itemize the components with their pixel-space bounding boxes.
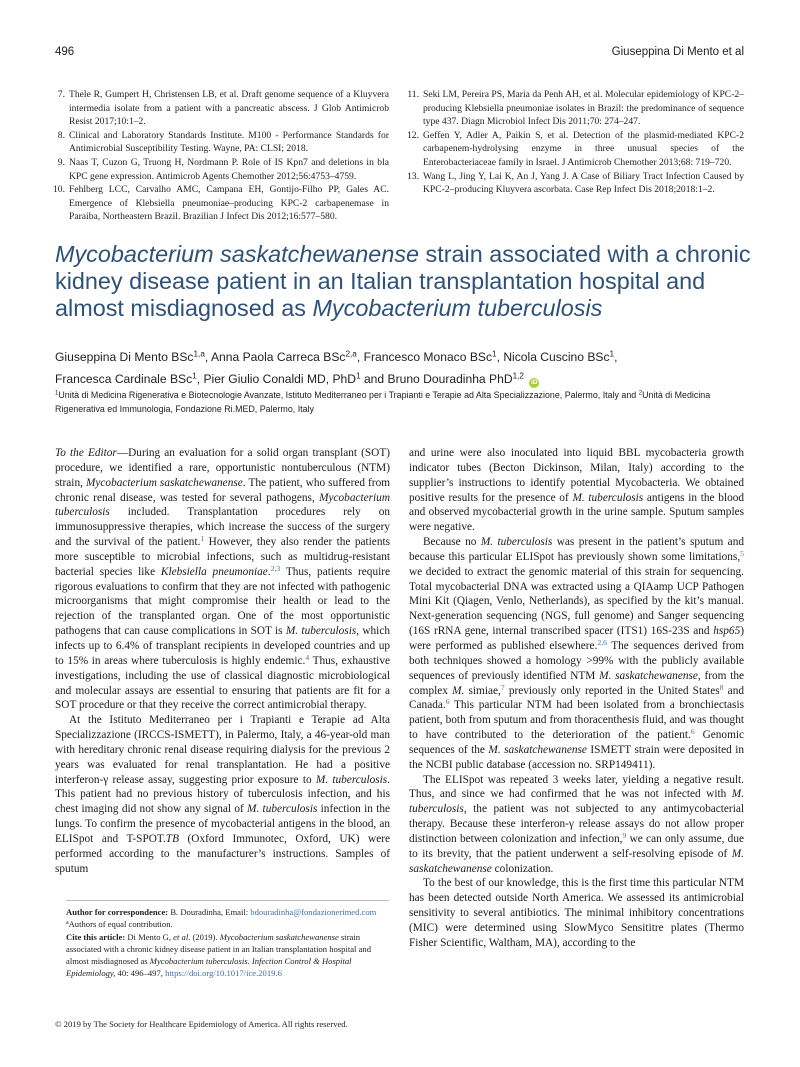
article-title: Mycobacterium saskatchewanense strain associated with a chronic kidney disease patient in an Italian transplantation hospital and almost misdiagnosed as Mycobacterium tuberculosis xyxy=(55,241,751,321)
orcid-icon[interactable]: iD xyxy=(531,379,538,386)
author-list: Giuseppina Di Mento BSc$^{1,a}$, Anna Paola Carreca BSc$^{2,a}$, Francesco Monaco BSc$^1$, Nicola Cuscino BSc$^1$, Francesca Cardinale BSc$^1$, Pier Giulio Conaldi MD, PhD$^1$ and Bruno Douradinha PhD$^{1,2}$ iD xyxy=(55,349,618,386)
citation-link[interactable]: 8 xyxy=(719,682,724,692)
page-number: 496 xyxy=(55,46,75,58)
citation-link[interactable]: 1 xyxy=(200,533,205,543)
citation-link[interactable]: 5 xyxy=(740,548,744,558)
citation-link[interactable]: 2,6 xyxy=(597,637,607,647)
author: Giuseppina Di Mento BSc xyxy=(55,350,194,364)
body-column-left xyxy=(55,446,390,876)
paragraph: At the Istituto Mediterraneo per i Trapianti e Terapie ad Alta Specializzazione (IRCCS-ISMETT), in Palermo, Italy, a 46-year-old man with hereditary chronic renal disease requiring dialysis for the previous 2 years was evaluated for renal transplantation. He had a positive interferon-γ release assay, suggesting prior exposure to M. tuberculosis. This patient had no previous history of tuberculosis infection, and his chest imaging did not show any signal of M. tuberculosis infection in the lungs. To confirm the presence of mycobacterial antigens in the blood, an ELISpot and T-SPOT.TB (Oxford Immunotec, Oxford, UK) were performed according to the manufacturer’s instructions. Samples of sputum xyxy=(55,714,391,875)
email-link[interactable]: bdouradinha@fondazionerimed.com xyxy=(250,907,377,917)
author: Francesco Monaco BSc xyxy=(363,350,492,364)
footnotes xyxy=(66,906,389,980)
author: Bruno Douradinha PhD xyxy=(387,372,513,386)
paragraph: To the Editor—During an evaluation for a solid organ transplant (SOT) procedure, we identified a rare, opportunistic nontuberculous (NTM) strain, Mycobacterium saskatchewanense. The patient, who suffered from chronic renal disease, was tested for several pathogens, Mycobacterium tuberculosis included. Transplantation procedures rely on immunosuppressive therapies, which increase the success of the surgery and the survival of the patient.$^1$ However, they also render the patients more susceptible to microbial infections, such as multidrug-resistant bacterial species like Klebsiella pneumoniae.$^{2,3}$ Thus, patients require rigorous evaluations to confirm that they are not infected with pathogenic microorganisms that might compromise their health or lead to the rejection of the transplanted organ. One of the most opportunistic pathogens that can cause complications in SOT is M. tuberculosis, which infects up to 6.4% of transplant recipients in developed countries and up to 15% in areas where tuberculosis is highly endemic.$^4$ Thus, exhaustive investigations, including the use of classical diagnostic microbiological and molecular assays are essential to ensuring that patients are fit for a SOT procedure or that they receive the correct antimicrobial therapy. xyxy=(55,447,391,712)
paragraph: Because no M. tuberculosis was present in the patient’s sputum and because this particular ELISpot has previously shown some limitations,$^5$ we decided to extract the genomic material of this strain for sequencing. Total mycobacterial DNA was extracted using a QIAamp UCP Pathogen Mini Kit (Qiagen, Venlo, Netherlands), as specified by the kit’s manual. Next-generation sequencing (NGS, full genome) and Sanger sequencing (16S rRNA gene, internal transcribed spacer (ITS1) 16S-23S and hsp65) were performed as published elsewhere.$^{2,6}$ The sequences derived from both techniques showed a homology >99% with the publicly available sequences of previously identified NTM M. saskatchewanense, from the complex M. simiae,$^7$ previously only reported in the United States$^8$ and Canada.$^6$ This particular NTM had been isolated from a bronchiectasis patient, both from sputum and from thoracenthesis fluid, and was thought to have contributed to the deterioration of the patient.$^6$ Genomic sequences of the M. saskatchewanense ISMETT strain were deposited in the NCBI public database (accession no. SRP149411). xyxy=(409,536,745,771)
reference-13: 13. Wang L, Jing Y, Lai K, An J, Yang J. A Case of Biliary Tract Infection Caused by KPC-2–producing Kluyvera ascorbata. Case Rep Infect Dis 2018;2018:1–2. xyxy=(407,170,744,196)
citation-link[interactable]: 6 xyxy=(445,697,450,707)
citation-link[interactable]: 7 xyxy=(500,682,505,692)
running-head-author: Giuseppina Di Mento et al xyxy=(611,46,744,58)
reference-12: 12. Geffen Y, Adler A, Paikin S, et al. Detection of the plasmid-mediated KPC-2 carbapenem-hydrolysing enzyme in three unusual species of the Enterobacteriaceae family in Israel. J Antimicrob Chemother 2013;68: 719–720. xyxy=(407,129,744,168)
equal-contribution-note: $^a$Authors of equal contribution. xyxy=(66,919,173,930)
reference-list-right xyxy=(409,88,744,197)
reference-list-left xyxy=(55,88,389,224)
reference-7: 7. Thele R, Gumpert H, Christensen LB, et al. Draft genome sequence of a Kluyvera intermedia isolate from a patient with a pancreatic abscess. J Glob Antimicrob Resist 2017;10:1–2. xyxy=(57,89,389,128)
author: Anna Paola Carreca BSc xyxy=(210,350,346,364)
paragraph: The ELISpot was repeated 3 weeks later, yielding a negative result. Thus, and since we had confirmed that he was not infected with M. tuberculosis, the patient was not subjected to any antimycobacterial therapy. Because these interferon-γ release assays do not allow proper distinction between colonization and infection,$^9$ we can only assume, due to its brevity, that the patient underwent a self-resolving episode of M. saskatchewanense colonization. xyxy=(409,773,744,875)
footnote-divider xyxy=(66,900,389,901)
running-head xyxy=(612,46,744,58)
author: Nicola Cuscino BSc xyxy=(503,350,610,364)
reference-11: 11. Seki LM, Pereira PS, Maria da Penh AH, et al. Molecular epidemiology of KPC-2–producing Klebsiella pneumoniae isolates in Brazil: the predominance of sequence type 437. Diagn Microbiol Infect Dis 2011;70: 274–247. xyxy=(407,89,744,128)
citation-link[interactable]: 6 xyxy=(690,726,695,736)
paragraph: To the best of our knowledge, this is the first time this particular NTM has been detected outside North America. We assessed its antimicrobial sensitivity to several antibiotics. The minimal inhibitory concentrations (MIC) were determined using SlowMyco Sensititre plates (Thermo Fisher Scientific, Waltham, MA), according to the xyxy=(409,877,744,949)
reference-8: 8. Clinical and Laboratory Standards Institute. M100 - Performance Standards for Antimicrobial Susceptibility Testing. Wayne, PA: CLSI; 2018. xyxy=(57,129,389,155)
citation-link[interactable]: 9 xyxy=(622,830,627,840)
body-column-right xyxy=(409,446,744,951)
reference-9: 9. Naas T, Cuzon G, Truong H, Nordmann P. Role of IS Kpn7 and deletions in bla KPC gene expression. Antimicrob Agents Chemother 2012;56:4753–4759. xyxy=(57,156,389,182)
citation-link[interactable]: 4 xyxy=(305,652,310,662)
author: Francesca Cardinale BSc xyxy=(55,372,193,386)
citation-note: Cite this article: Di Mento G, et al. (2019). Mycobacterium saskatchewanense strain associated with a chronic kidney disease patient in an Italian transplantation hospital and almost misdiagnosed as Mycobacterium tuberculosis. Infection Control & Hospital Epidemiology, 40: 496–497, https://doi.org/10.1017/ice.2019.6 xyxy=(66,931,371,979)
paragraph: and urine were also inoculated into liquid BBL mycobacteria growth indicator tubes (Becton Dickinson, Milan, Italy) according to the supplier’s instructions to identify potential Mycobacteria. We obtained positive results for the presence of M. tuberculosis antigens in the blood and observed mycobacterial growth in the urine sample. Sputum samples were negative. xyxy=(409,447,745,534)
copyright-notice: © 2019 by The Society for Healthcare Epidemiology of America. All rights reserved. xyxy=(55,1019,348,1029)
correspondence-note: Author for correspondence: B. Douradinha, Email: bdouradinha@fondazionerimed.com xyxy=(66,907,377,917)
doi-link[interactable]: https://doi.org/10.1017/ice.2019.6 xyxy=(165,968,282,979)
citation-link[interactable]: 2,3 xyxy=(270,563,281,573)
author: Pier Giulio Conaldi MD, PhD xyxy=(203,372,357,386)
affiliations: $^1$Unità di Medicina Rigenerativa e Biotecnologie Avanzate, Istituto Mediterraneo per i Trapianti e Terapie ad Alta Specializzazione, Palermo, Italy and $^2$Unità di Medicina Rigenerativa ed Immunologia, Fondazione Ri.MED, Palermo, Italy xyxy=(55,390,711,414)
reference-10: 10. Fehlberg LCC, Carvalho AMC, Campana EH, Gontijo-Filho PP, Gales AC. Emergence of Klebsiella pneumoniae–producing KPC-2 carbapenemase in Paraiba, Northeastern Brazil. Brazilian J Infect Dis 2012;16:577–580. xyxy=(53,184,389,223)
